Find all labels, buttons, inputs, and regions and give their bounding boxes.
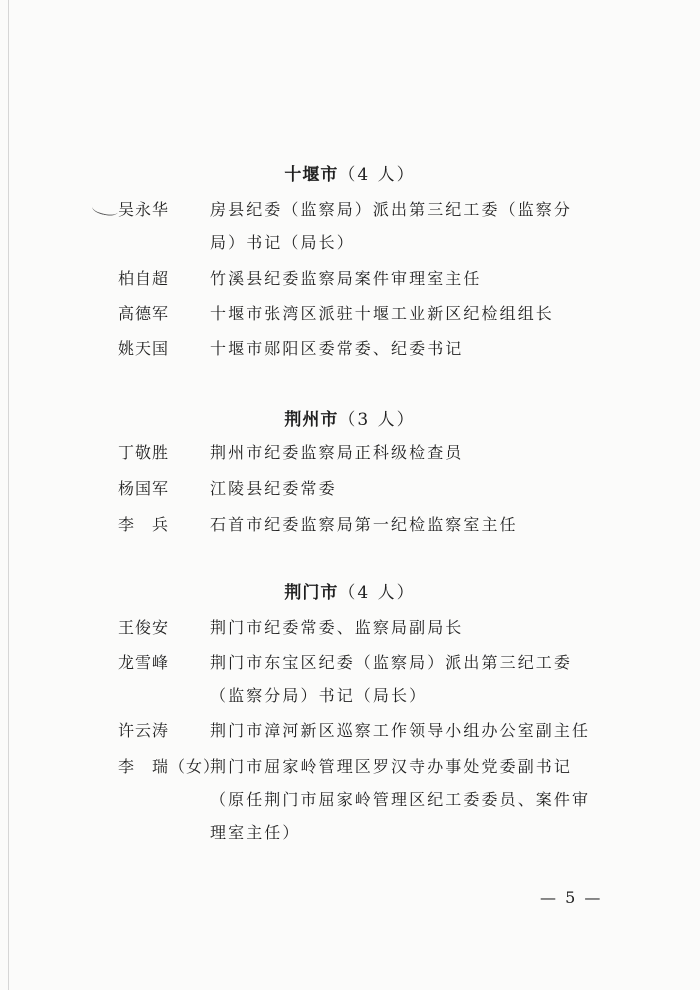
title-line: 江陵县纪委常委 xyxy=(210,479,337,498)
title-line: 房县纪委（监察局）派出第三纪工委（监察分 xyxy=(210,200,573,219)
member-title xyxy=(210,714,610,747)
member-title xyxy=(210,332,610,365)
member-name: 姚天国 xyxy=(118,339,170,358)
section-city: 十堰市 xyxy=(284,165,339,185)
member-name: 丁敬胜 xyxy=(118,443,170,462)
member-title xyxy=(210,472,610,505)
member-name: 龙雪峰 xyxy=(118,653,170,672)
member-name: 李 兵 xyxy=(118,515,170,534)
title-line: 荆门市纪委常委、监察局副局长 xyxy=(210,618,464,637)
title-line: 荆门市漳河新区巡察工作领导小组办公室副主任 xyxy=(210,721,591,740)
page-edge-line xyxy=(8,0,9,990)
member-name: 王俊安 xyxy=(118,618,170,637)
title-line: 理室主任） xyxy=(210,823,301,842)
member-title xyxy=(210,262,610,295)
member-title xyxy=(210,193,610,259)
section-heading-shiyan xyxy=(0,160,700,185)
pen-mark xyxy=(91,201,119,217)
member-title xyxy=(210,750,610,849)
section-count: （3 人） xyxy=(338,410,416,430)
member-title xyxy=(210,508,610,541)
title-line: 十堰市郧阳区委常委、纪委书记 xyxy=(210,339,464,358)
title-line: 荆州市纪委监察局正科级检查员 xyxy=(210,443,464,462)
section-heading-jingzhou xyxy=(0,405,700,430)
member-name: 杨国军 xyxy=(118,479,170,498)
title-line: （监察分局）书记（局长） xyxy=(210,686,428,705)
section-heading-jingmen xyxy=(0,578,700,603)
page-number: — 5 — xyxy=(540,888,603,907)
title-line: 石首市纪委监察局第一纪检监察室主任 xyxy=(210,515,518,534)
member-title xyxy=(210,297,610,330)
section-count: （4 人） xyxy=(338,165,416,185)
member-name: 许云涛 xyxy=(118,721,170,740)
title-line: 竹溪县纪委监察局案件审理室主任 xyxy=(210,269,482,288)
section-city: 荆州市 xyxy=(284,410,339,430)
title-line: 局）书记（局长） xyxy=(210,233,355,252)
member-name: 李 瑞（女） xyxy=(118,757,221,776)
member-name: 吴永华 xyxy=(118,200,170,219)
member-title xyxy=(210,436,610,469)
section-count: （4 人） xyxy=(338,583,416,603)
title-line: 荆门市屈家岭管理区罗汉寺办事处党委副书记 xyxy=(210,757,573,776)
section-city: 荆门市 xyxy=(284,583,339,603)
member-name: 高德军 xyxy=(118,304,170,323)
title-line: （原任荆门市屈家岭管理区纪工委委员、案件审 xyxy=(210,790,591,809)
member-name: 柏自超 xyxy=(118,269,170,288)
title-line: 十堰市张湾区派驻十堰工业新区纪检组组长 xyxy=(210,304,554,323)
member-title xyxy=(210,646,610,712)
member-title xyxy=(210,611,610,644)
title-line: 荆门市东宝区纪委（监察局）派出第三纪工委 xyxy=(210,653,573,672)
